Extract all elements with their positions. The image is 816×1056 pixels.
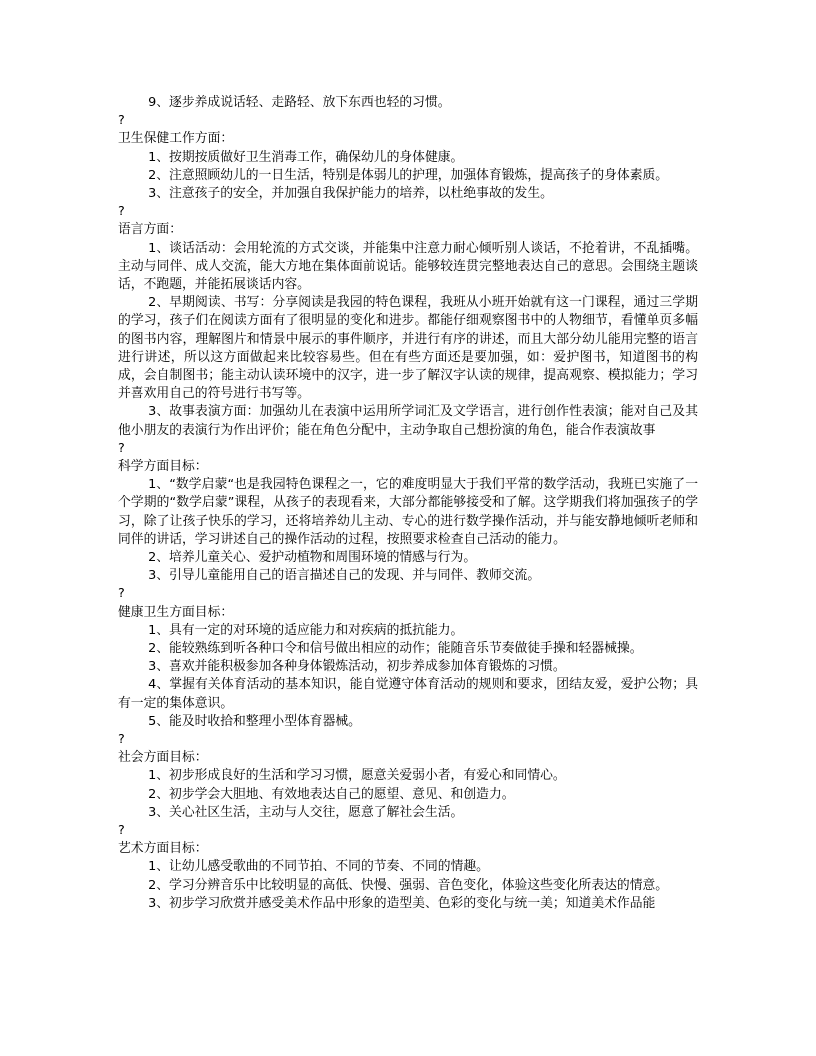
paragraph: 1、具有一定的对环境的适应能力和对疾病的抵抗能力。 <box>148 622 464 638</box>
paragraph: 1、谈话活动：会用轮流的方式交谈，并能集中注意力耐心倾听别人谈话，不抢着讲，不乱插嘴。主动与同伴、成人交流，能大方地在集体面前说话。能够较连贯完整地表达自己的意思。会围绕主题谈话，不跑题，并能拓展谈话内容。 <box>118 240 698 292</box>
paragraph: 2、能较熟练到听各种口令和信号做出相应的动作；能随音乐节奏做徒手操和轻器械操。 <box>148 641 643 657</box>
section-heading-social: 社会方面目标： <box>118 750 208 766</box>
paragraph: 3、注意孩子的安全，并加强自我保护能力的培养，以杜绝事故的发生。 <box>148 186 553 201</box>
section-heading-health-hygiene: 健康卫生方面目标： <box>118 604 234 620</box>
paragraph: 5、能及时收拾和整理小型体育器械。 <box>148 713 361 729</box>
section-heading-science: 科学方面目标： <box>118 459 208 475</box>
paragraph: 2、早期阅读、书写：分享阅读是我园的特色课程，我班从小班开始就有这一门课程，通过三学期的学习，孩子们在阅读方面有了很明显的变化和进步。都能仔细观察图书中的人物细节，看懂单页多幅的图书内容，理解图片和情景中展示的事件顺序，并进行有序的讲述，而且大部分幼儿能用完整的语言进行讲述，所以这方面做起来比较容易些。但在有些方面还是要加强，如：爱护图书，知道图书的构成，会自制图书；能主动认读环境中的汉字，进一步了解汉字认读的规律，提高观察、模拟能力；学习并喜欢用自己的符号进行书写等。 <box>118 295 698 402</box>
paragraph: 3、故事表演方面：加强幼儿在表演中运用所学词汇及文学语言，进行创作性表演；能对自己及其他小朋友的表演行为作出评价；能在角色分配中，主动争取自己想扮演的角色，能合作表演故事 <box>118 404 698 438</box>
paragraph: 3、引导儿童能用自己的语言描述自己的发现、并与同伴、教师交流。 <box>148 568 541 584</box>
paragraph: 9、逐步养成说话轻、走路轻、放下东西也轻的习惯。 <box>148 95 451 110</box>
paragraph: 2、学习分辨音乐中比较明显的高低、快慢、强弱、音色变化，体验这些变化所表达的情意。 <box>148 877 669 893</box>
paragraph: 1、让幼儿感受歌曲的不同节拍、不同的节奏、不同的情趣。 <box>148 859 489 875</box>
separator-mark: ? <box>118 586 125 602</box>
document-page <box>118 94 698 913</box>
paragraph: 4、掌握有关体育活动的基本知识，能自觉遵守体育活动的规则和要求，团结友爱，爱护公物；具有一定的集体意识。 <box>118 677 698 711</box>
separator-mark: ? <box>118 440 125 456</box>
paragraph: 2、培养儿童关心、爱护动植物和周围环境的情感与行为。 <box>148 550 477 566</box>
separator-mark: ? <box>118 113 125 129</box>
separator-mark: ? <box>118 204 125 220</box>
separator-mark: ? <box>118 823 125 839</box>
paragraph: 1、初步形成良好的生活和学习习惯，愿意关爱弱小者，有爱心和同情心。 <box>148 768 566 784</box>
paragraph: 2、初步学会大胆地、有效地表达自己的愿望、意见、和创造力。 <box>148 786 515 802</box>
paragraph: 2、注意照顾幼儿的一日生活，特别是体弱儿的护理，加强体育锻炼，提高孩子的身体素质。 <box>148 167 669 183</box>
paragraph: 3、喜欢并能积极参加各种身体锻炼活动，初步养成参加体育锻炼的习惯。 <box>148 659 566 675</box>
section-heading-language: 语言方面： <box>118 222 182 238</box>
separator-mark: ? <box>118 732 125 748</box>
paragraph: 1、按期按质做好卫生消毒工作，确保幼儿的身体健康。 <box>148 149 464 165</box>
section-heading-health-care: 卫生保健工作方面： <box>118 131 234 147</box>
paragraph: 1、“数学启蒙“也是我园特色课程之一，它的难度明显大于我们平常的数学活动，我班已实施了一个学期的“数学启蒙”课程，从孩子的表现看来，大部分都能够接受和了解。这学期我们将加强孩子的学习，除了让孩子快乐的学习，还将培养幼儿主动、专心的进行数学操作活动，并与能安静地倾听老师和同伴的讲话，学习讲述自己的操作活动的过程，按照要求检查自己活动的能力。 <box>118 477 698 547</box>
section-heading-art: 艺术方面目标： <box>118 841 208 857</box>
paragraph: 3、关心社区生活，主动与人交往，愿意了解社会生活。 <box>148 804 464 820</box>
paragraph: 3、初步学习欣赏并感受美术作品中形象的造型美、色彩的变化与统一美；知道美术作品能 <box>148 895 656 911</box>
